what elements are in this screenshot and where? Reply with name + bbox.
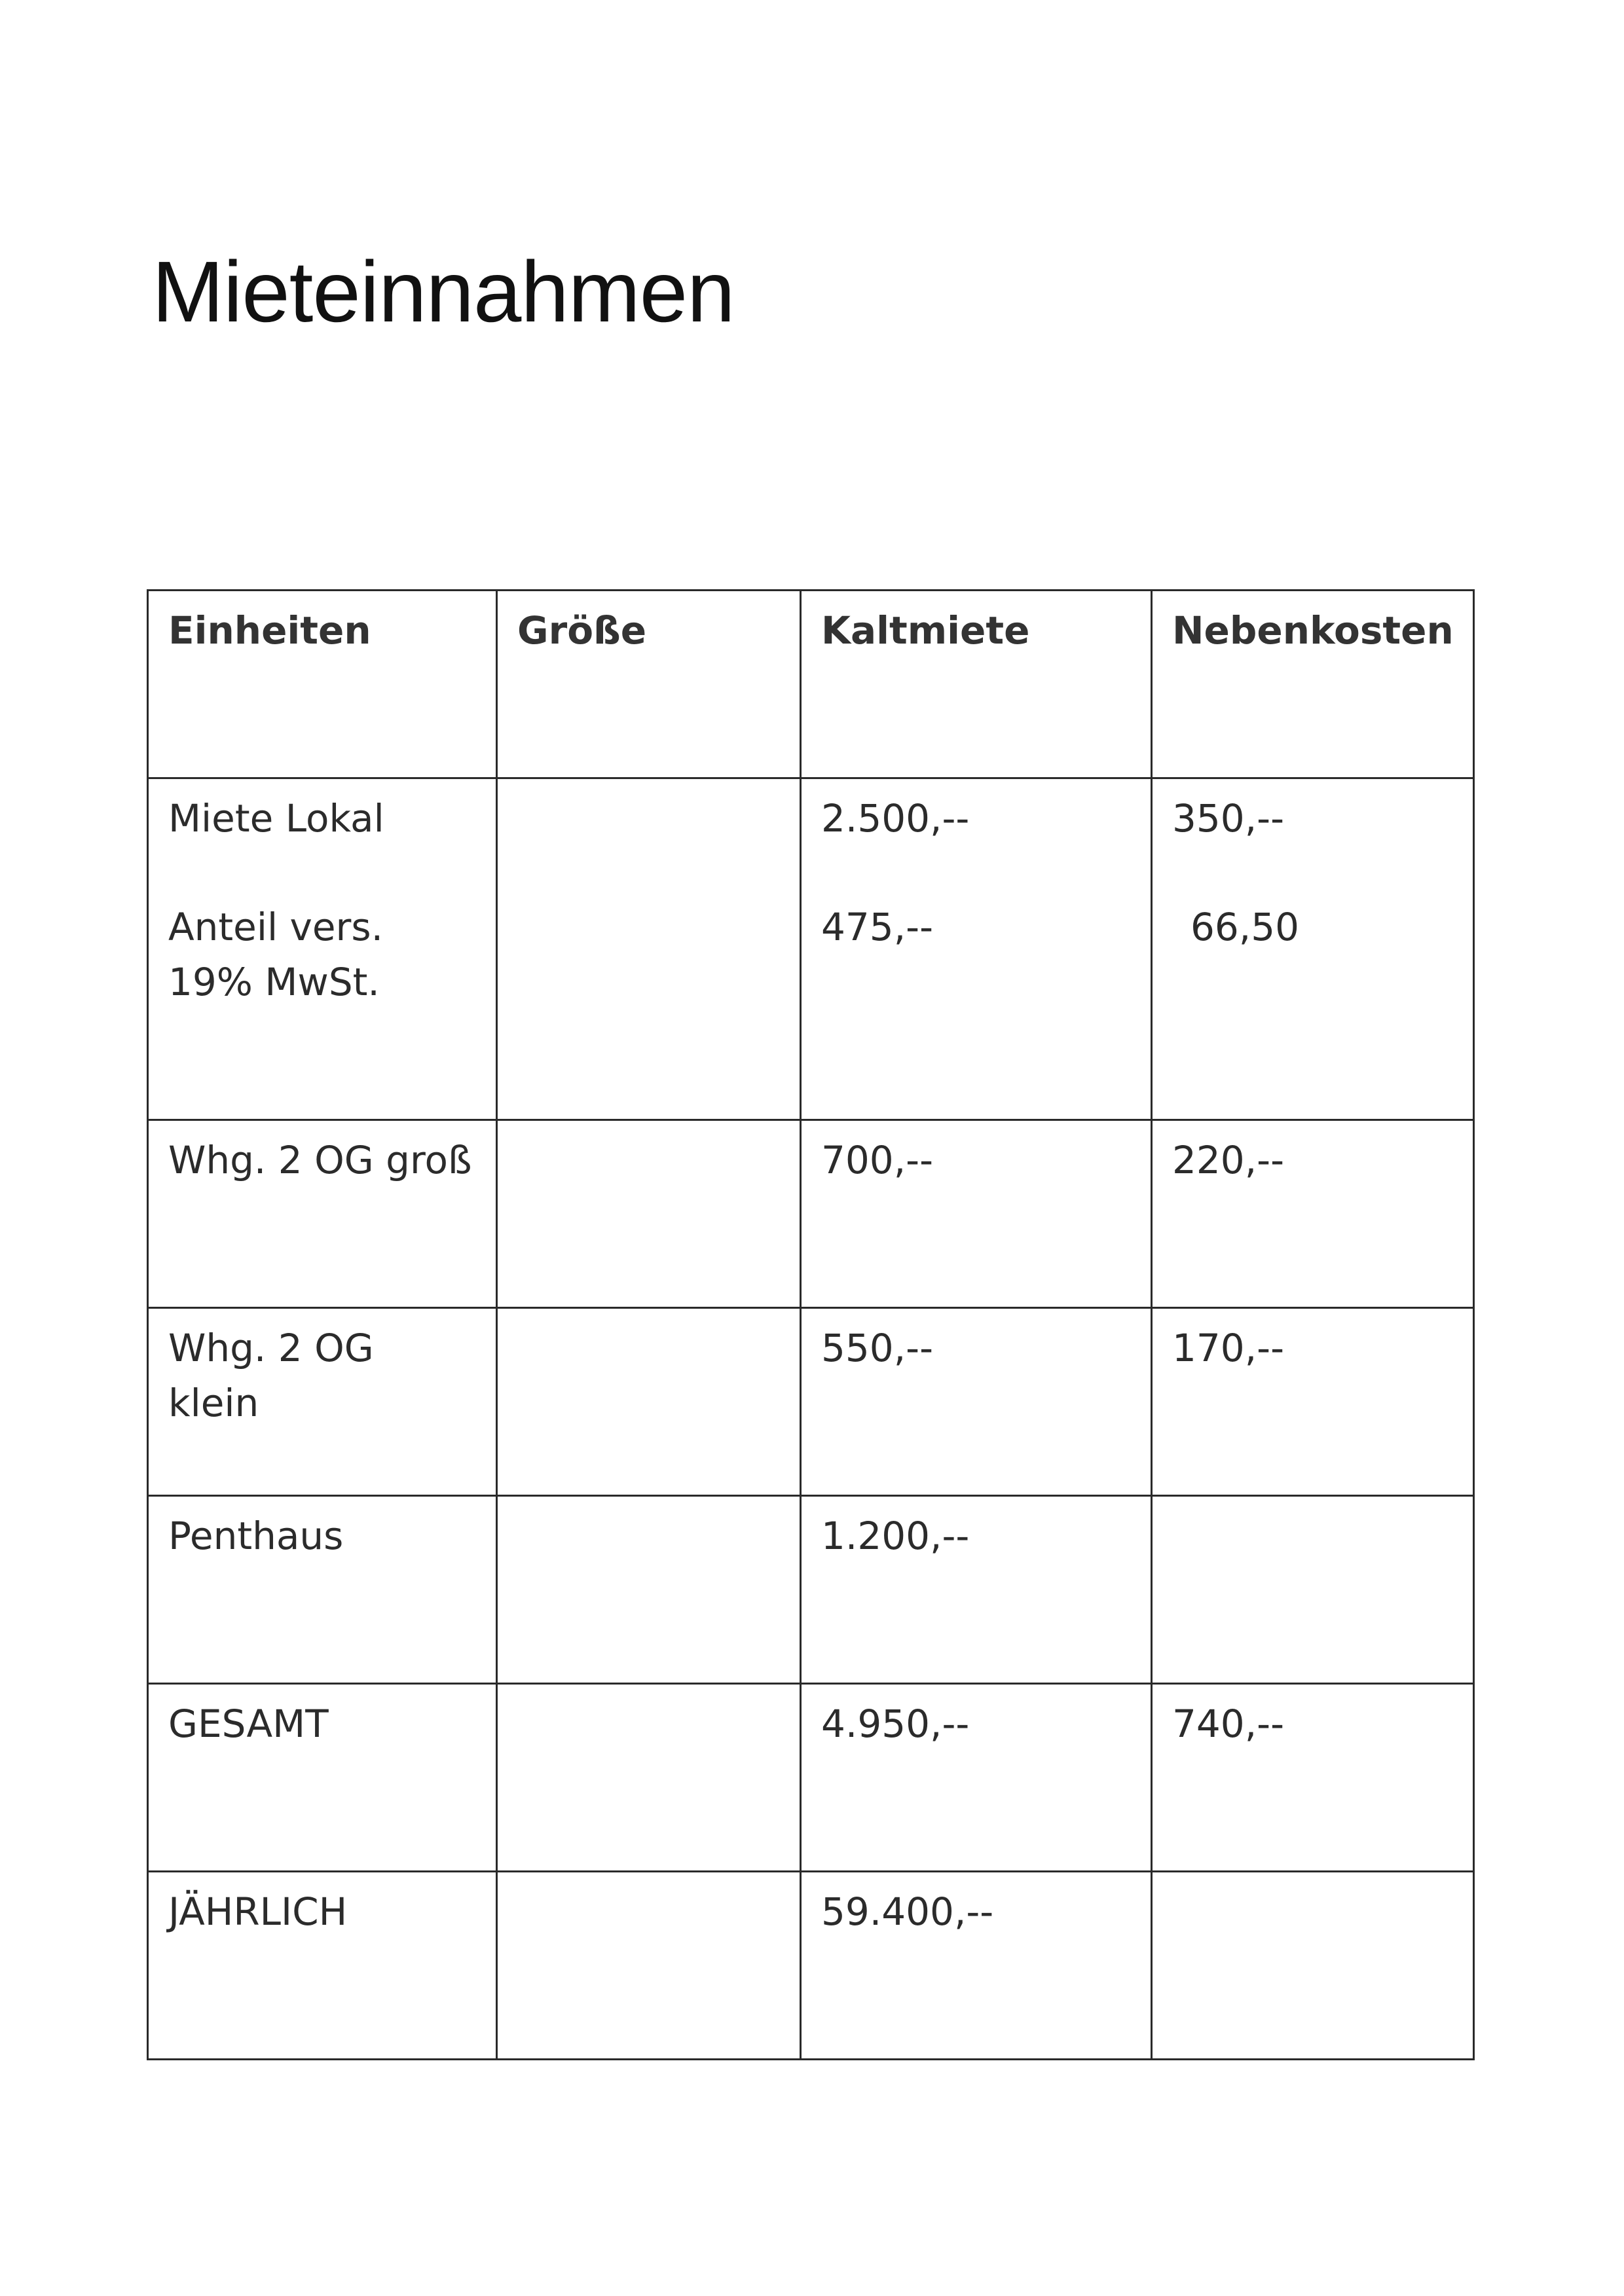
utilities-cell <box>1152 778 1474 1120</box>
utilities-cell: 170,-- <box>1152 1308 1474 1496</box>
page-title: Mieteinnahmen <box>152 244 735 340</box>
cold-rent-cell: 59.400,-- <box>801 1872 1152 2060</box>
utilities-cell: 740,-- <box>1152 1684 1474 1872</box>
size-cell <box>497 1684 801 1872</box>
utilities-value: 350,-- <box>1172 796 1284 841</box>
column-header-utilities: Nebenkosten <box>1152 591 1474 778</box>
table-header-row <box>148 591 1474 778</box>
cold-rent-cell: 1.200,-- <box>801 1496 1152 1684</box>
table-row-total <box>148 1684 1474 1872</box>
cold-rent-value-extra: 475,-- <box>821 905 933 949</box>
unit-label-extra: 19% MwSt. <box>168 960 380 1004</box>
table-row <box>148 1496 1474 1684</box>
cold-rent-value: 2.500,-- <box>821 796 970 841</box>
unit-cell: GESAMT <box>148 1684 497 1872</box>
table-row <box>148 778 1474 1120</box>
cold-rent-cell: 4.950,-- <box>801 1684 1152 1872</box>
utilities-value-extra: 66,50 <box>1190 905 1300 949</box>
column-header-units: Einheiten <box>148 591 497 778</box>
table-row-annual <box>148 1872 1474 2060</box>
unit-label: Miete Lokal <box>168 796 384 841</box>
unit-cell: JÄHRLICH <box>148 1872 497 2060</box>
unit-label-extra: Anteil vers. <box>168 905 384 949</box>
cold-rent-cell: 700,-- <box>801 1120 1152 1308</box>
column-header-size: Größe <box>497 591 801 778</box>
size-cell <box>497 1120 801 1308</box>
utilities-cell <box>1152 1872 1474 2060</box>
table-row <box>148 1308 1474 1496</box>
size-cell <box>497 778 801 1120</box>
utilities-cell <box>1152 1496 1474 1684</box>
unit-cell: Penthaus <box>148 1496 497 1684</box>
table-row <box>148 1120 1474 1308</box>
size-cell <box>497 1308 801 1496</box>
column-header-cold-rent: Kaltmiete <box>801 591 1152 778</box>
utilities-cell: 220,-- <box>1152 1120 1474 1308</box>
cold-rent-cell: 550,-- <box>801 1308 1152 1496</box>
cold-rent-cell <box>801 778 1152 1120</box>
size-cell <box>497 1496 801 1684</box>
unit-cell <box>148 778 497 1120</box>
rent-income-table <box>147 589 1475 2060</box>
unit-cell: Whg. 2 OG klein <box>148 1308 497 1496</box>
size-cell <box>497 1872 801 2060</box>
unit-cell: Whg. 2 OG groß <box>148 1120 497 1308</box>
